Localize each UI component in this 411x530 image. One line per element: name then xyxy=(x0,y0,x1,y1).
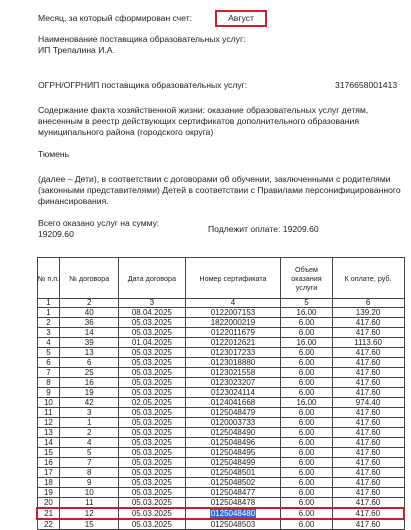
cell-index: 2 xyxy=(37,318,60,328)
table-row xyxy=(37,478,404,488)
table-row xyxy=(37,358,404,368)
cell-index: 9 xyxy=(37,388,60,398)
cell-amount: 417.60 xyxy=(332,468,404,478)
cell-volume: 6.00 xyxy=(281,428,332,438)
cell-index: 11 xyxy=(37,408,60,418)
col-number: 1 xyxy=(37,299,60,308)
cell-index: 18 xyxy=(37,478,60,488)
content-text: Содержание факта хозяйственной жизни: оказание образовательных услуг детям, внесенным в реестр действующих сертификатов дополнительного образования муниципального района (городского округа) xyxy=(38,105,369,137)
cell-certificate: 0125048478 xyxy=(185,498,281,509)
col-header-amount: К оплате, руб. xyxy=(332,258,404,299)
cell-volume: 6.00 xyxy=(281,348,332,358)
services-table xyxy=(36,257,405,530)
col-number: 3 xyxy=(119,299,185,308)
col-number: 2 xyxy=(60,299,119,308)
cell-amount: 417.60 xyxy=(332,478,404,488)
cell-amount: 417.60 xyxy=(332,418,404,428)
cell-amount: 1113.60 xyxy=(332,338,404,348)
cell-volume: 6.00 xyxy=(281,458,332,468)
cell-contract: 36 xyxy=(60,318,119,328)
provider-value: ИП Трепалина И.А. xyxy=(38,45,115,55)
cell-volume: 6.00 xyxy=(281,378,332,388)
cell-amount: 417.60 xyxy=(332,438,404,448)
col-header-index: № п.п. xyxy=(37,258,60,299)
ogrn-label: ОГРН/ОГРНИП поставщика образовательных услуг: xyxy=(38,80,248,90)
table-row xyxy=(37,388,404,398)
total-value: 19209.60 xyxy=(38,229,74,239)
cell-volume: 16.00 xyxy=(281,308,332,318)
cell-volume: 6.00 xyxy=(281,328,332,338)
col-header-volume: Объем оказания услуги xyxy=(281,258,332,299)
cell-amount: 417.60 xyxy=(332,508,404,519)
cell-contract: 1 xyxy=(60,418,119,428)
cell-contract: 12 xyxy=(60,508,119,519)
cell-certificate: 0123021558 xyxy=(185,368,281,378)
cell-index: 10 xyxy=(37,398,60,408)
cell-certificate: 0125048499 xyxy=(185,458,281,468)
cell-index: 5 xyxy=(37,348,60,358)
cell-date: 05.03.2025 xyxy=(119,368,185,378)
cell-certificate: 0125048501 xyxy=(185,468,281,478)
table-row xyxy=(37,348,404,358)
cell-amount: 974.40 xyxy=(332,398,404,408)
table-header-row xyxy=(37,258,404,299)
column-number-row xyxy=(37,299,404,308)
cell-index: 6 xyxy=(37,358,60,368)
cell-certificate: 0124041668 xyxy=(185,398,281,408)
cell-certificate: 0125048479 xyxy=(185,408,281,418)
total-label: Всего оказано услуг на сумму: xyxy=(38,218,160,228)
cell-contract: 6 xyxy=(60,358,119,368)
cell-certificate: 0125048503 xyxy=(185,519,281,530)
table-row xyxy=(37,338,404,348)
cell-certificate: 0123024114 xyxy=(185,388,281,398)
cell-date: 05.03.2025 xyxy=(119,428,185,438)
cell-date: 02.05.2025 xyxy=(119,398,185,408)
cell-volume: 6.00 xyxy=(281,438,332,448)
cell-index: 8 xyxy=(37,378,60,388)
month-value-box: Август xyxy=(215,10,267,27)
cell-volume: 6.00 xyxy=(281,519,332,530)
cell-date: 05.03.2025 xyxy=(119,408,185,418)
cell-volume: 6.00 xyxy=(281,478,332,488)
cell-certificate xyxy=(185,508,281,519)
cell-date: 05.03.2025 xyxy=(119,348,185,358)
cell-amount: 417.60 xyxy=(332,388,404,398)
cell-date: 05.03.2025 xyxy=(119,448,185,458)
table-row xyxy=(37,438,404,448)
table-row xyxy=(37,378,404,388)
cell-index: 3 xyxy=(37,328,60,338)
table-row xyxy=(37,328,404,338)
cell-amount: 417.60 xyxy=(332,358,404,368)
cell-certificate: 0120003733 xyxy=(185,418,281,428)
cell-volume: 6.00 xyxy=(281,408,332,418)
cell-volume: 6.00 xyxy=(281,418,332,428)
table-row xyxy=(37,488,404,498)
cell-certificate: 0123018880 xyxy=(185,358,281,368)
cell-certificate: 0125048496 xyxy=(185,438,281,448)
cell-date: 05.03.2025 xyxy=(119,318,185,328)
cell-contract: 14 xyxy=(60,328,119,338)
cell-certificate: 0125048502 xyxy=(185,478,281,488)
cell-volume: 6.00 xyxy=(281,448,332,458)
table-row xyxy=(37,318,404,328)
cell-index: 4 xyxy=(37,338,60,348)
cell-index: 15 xyxy=(37,448,60,458)
cell-certificate: 0122012621 xyxy=(185,338,281,348)
cell-amount: 417.60 xyxy=(332,448,404,458)
cell-contract: 9 xyxy=(60,478,119,488)
cell-amount: 417.60 xyxy=(332,519,404,530)
cell-contract: 40 xyxy=(60,308,119,318)
cell-amount: 417.60 xyxy=(332,488,404,498)
cell-contract: 5 xyxy=(60,448,119,458)
provider-label: Наименование поставщика образовательных услуг: xyxy=(38,34,246,44)
cell-amount: 417.60 xyxy=(332,328,404,338)
cell-contract: 25 xyxy=(60,368,119,378)
cell-volume: 6.00 xyxy=(281,488,332,498)
cell-certificate: 0122011679 xyxy=(185,328,281,338)
cell-date: 05.03.2025 xyxy=(119,328,185,338)
table-row xyxy=(37,418,404,428)
cell-certificate: 0122007153 xyxy=(185,308,281,318)
cell-contract: 4 xyxy=(60,438,119,448)
cell-index: 20 xyxy=(37,498,60,509)
cell-contract: 15 xyxy=(60,519,119,530)
cell-contract: 13 xyxy=(60,348,119,358)
cell-date: 05.03.2025 xyxy=(119,378,185,388)
cell-amount: 139.20 xyxy=(332,308,404,318)
table-row xyxy=(37,448,404,458)
cell-amount: 417.60 xyxy=(332,368,404,378)
cell-volume: 6.00 xyxy=(281,368,332,378)
cell-certificate: 0123017233 xyxy=(185,348,281,358)
cell-date: 05.03.2025 xyxy=(119,478,185,488)
table-row xyxy=(37,408,404,418)
table-row xyxy=(37,519,404,530)
cell-index: 14 xyxy=(37,438,60,448)
table-row xyxy=(37,428,404,438)
cell-certificate: 1822000219 xyxy=(185,318,281,328)
cell-index: 13 xyxy=(37,428,60,438)
col-header-date: Дата договора xyxy=(119,258,185,299)
col-header-certificate: Номер сертификата xyxy=(185,258,281,299)
cell-date: 05.03.2025 xyxy=(119,488,185,498)
col-number: 4 xyxy=(185,299,281,308)
cell-contract: 10 xyxy=(60,488,119,498)
table-row xyxy=(37,308,404,318)
ogrn-value: 3176658001413 xyxy=(335,80,398,90)
cell-contract: 8 xyxy=(60,468,119,478)
cell-index: 22 xyxy=(37,519,60,530)
month-label: Месяц, за который сформирован счет: xyxy=(38,13,193,23)
cell-date: 05.03.2025 xyxy=(119,468,185,478)
col-number: 6 xyxy=(332,299,404,308)
table-row xyxy=(37,498,404,509)
col-header-contract: № договора xyxy=(60,258,119,299)
cell-date: 01.04.2025 xyxy=(119,338,185,348)
cell-index: 19 xyxy=(37,488,60,498)
cell-amount: 417.60 xyxy=(332,408,404,418)
cell-amount: 417.60 xyxy=(332,348,404,358)
selected-certificate-text[interactable]: 0125048480 xyxy=(210,509,256,518)
city: Тюмень xyxy=(38,149,70,159)
cell-contract: 7 xyxy=(60,458,119,468)
cell-date: 05.03.2025 xyxy=(119,388,185,398)
cell-date: 05.03.2025 xyxy=(119,508,185,519)
cell-volume: 6.00 xyxy=(281,508,332,519)
cell-volume: 6.00 xyxy=(281,358,332,368)
cell-date: 05.03.2025 xyxy=(119,438,185,448)
cell-index: 7 xyxy=(37,368,60,378)
cell-amount: 417.60 xyxy=(332,428,404,438)
cell-certificate: 0125048490 xyxy=(185,428,281,438)
cell-index: 16 xyxy=(37,458,60,468)
cell-index: 1 xyxy=(37,308,60,318)
cell-certificate: 0123023207 xyxy=(185,378,281,388)
children-text: (далее – Дети), в соответствии с договорами об обучении, заключенными с родителями (законными представителями) Детей в соответствии с Правилами персонифицированного финансирования. xyxy=(38,174,401,206)
cell-contract: 2 xyxy=(60,428,119,438)
cell-amount: 417.60 xyxy=(332,318,404,328)
cell-amount: 417.60 xyxy=(332,458,404,468)
cell-date: 05.03.2025 xyxy=(119,418,185,428)
cell-certificate: 0125048495 xyxy=(185,448,281,458)
cell-volume: 6.00 xyxy=(281,388,332,398)
cell-contract: 42 xyxy=(60,398,119,408)
cell-contract: 11 xyxy=(60,498,119,509)
cell-date: 08.04.2025 xyxy=(119,308,185,318)
cell-contract: 39 xyxy=(60,338,119,348)
pay-text: Подлежит оплате: 19209.60 xyxy=(208,224,319,234)
cell-contract: 3 xyxy=(60,408,119,418)
table-row xyxy=(37,368,404,378)
cell-amount: 417.60 xyxy=(332,378,404,388)
cell-date: 05.03.2025 xyxy=(119,358,185,368)
table-row xyxy=(37,468,404,478)
cell-certificate: 0125048477 xyxy=(185,488,281,498)
cell-date: 05.03.2025 xyxy=(119,458,185,468)
cell-index: 17 xyxy=(37,468,60,478)
cell-contract: 19 xyxy=(60,388,119,398)
cell-contract: 16 xyxy=(60,378,119,388)
cell-index: 21 xyxy=(37,508,60,519)
cell-volume: 6.00 xyxy=(281,318,332,328)
cell-amount: 417.60 xyxy=(332,498,404,509)
cell-volume: 6.00 xyxy=(281,468,332,478)
cell-volume: 6.00 xyxy=(281,498,332,509)
table-row xyxy=(37,398,404,408)
table-row xyxy=(37,458,404,468)
cell-date: 05.03.2025 xyxy=(119,519,185,530)
table-row-highlighted xyxy=(37,508,404,519)
cell-date: 05.03.2025 xyxy=(119,498,185,509)
cell-volume: 16.00 xyxy=(281,338,332,348)
col-number: 5 xyxy=(281,299,332,308)
cell-index: 12 xyxy=(37,418,60,428)
cell-volume: 16.00 xyxy=(281,398,332,408)
